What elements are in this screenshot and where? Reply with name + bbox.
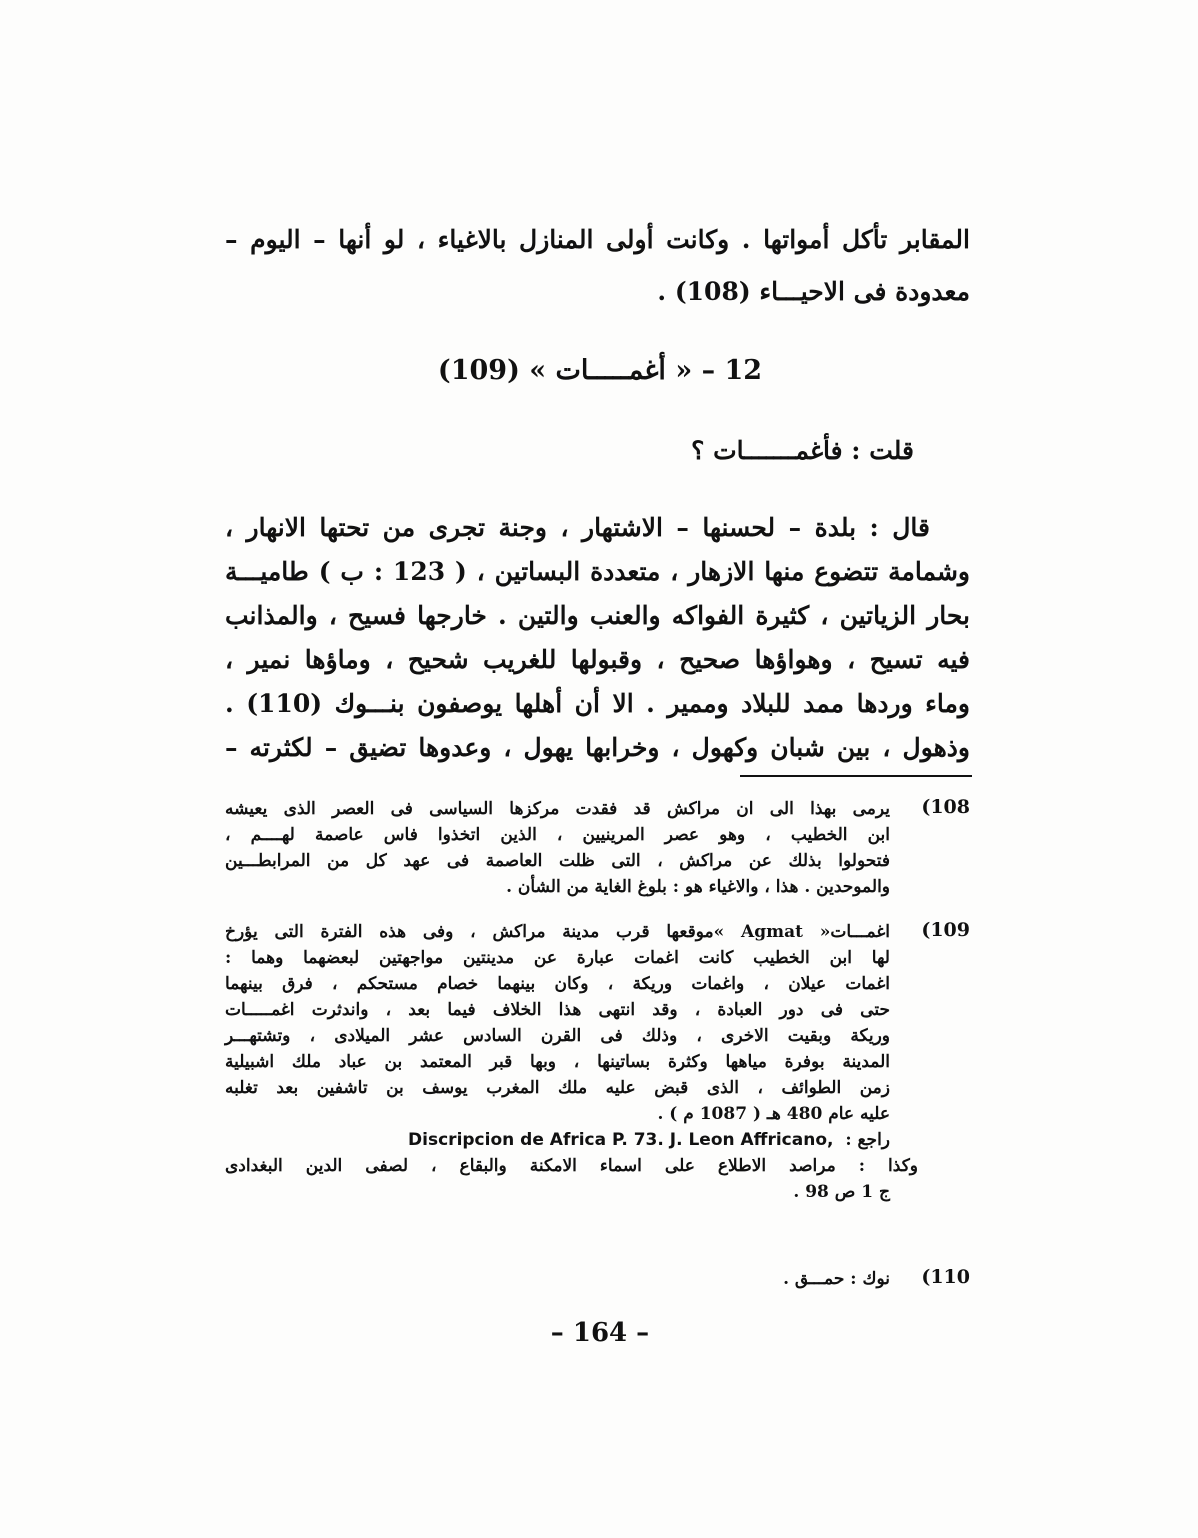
footnote-line: لها ابن الخطيب كانت اغمات عبارة عن مدينتين مواجهتين لبعضهما وهما : [225,948,890,968]
footnote-line: يرمى بهذا الى ان مراكش قد فقدت مركزها السياسى فى العصر الذى يعيشه [225,799,890,819]
text-line: قال : بلدة – لحسنها – الاشتهار ، وجنة تجرى من تحتها الانهار ، [225,513,930,542]
footnote-divider [740,775,972,777]
footnote-line: فتحولوا بذلك عن مراكش ، التى ظلت العاصمة فى عهد كل من المرابطـــين [225,851,890,871]
page-number: – 164 – [550,1318,650,1348]
footnote-line: عليه عام 480 هـ ( 1087 م ) . [657,1104,890,1124]
footnote-line: ابن الخطيب ، وهو عصر المرينيين ، الذين اتخذوا فاس عاصمة لهــــم ، [225,825,890,845]
footnote-line: وكذا : مراصد الاطلاع على اسماء الامكنة والبقاع ، لصفى الدين البغدادى [225,1156,918,1176]
reference-label: راجع : [845,1130,890,1150]
text-line: معدودة فى الاحيـــاء (108) . [657,277,970,306]
footnote-line: ج 1 ص 98 . [793,1182,890,1202]
text-line: فيه تسيح ، وهواؤها صحيح ، وقبولها للغريب شحيح ، وماؤها نمير ، [225,645,970,674]
footnote-line: حتى فى دور العبادة ، وقد انتهى هذا الخلاف فيما بعد ، واندثرت اغمـــــات [225,1000,890,1020]
question-line: قلت : فأغمـــــــات ؟ [691,436,914,465]
footnote-number: 110) [921,1266,970,1288]
footnote-number: 109) [921,919,970,941]
footnote-reference [225,1127,890,1153]
top-paragraph [225,214,970,318]
main-paragraph [225,506,970,770]
footnote-line: المدينة بوفرة مياهها وكثرة بساتينها ، وبها قبر المعتمد بن عباد ملك اشبيلية [225,1052,890,1072]
footnote-number: 108) [921,796,970,818]
footnote-109 [225,919,970,1205]
footnote-line: اغمـــات« Agmat »موقعها قرب مدينة مراكش ، وفى هذه الفترة التى يؤرخ [225,922,890,942]
footnote-110 [225,1266,970,1292]
text-line: وذهول ، بين شبان وكهول ، وخرابها يهول ، وعدوها تضيق – لكثرته – [225,733,970,762]
footnote-line: وريكة وبقيت الاخرى ، وذلك فى القرن السادس عشر الميلادى ، وتشتهـــر [225,1026,890,1046]
footnote-line: نوك : حمـــق . [783,1269,890,1289]
reference-latin: Discripcion de Africa P. 73. J. Leon Affricano, [408,1130,834,1150]
section-heading: 12 – « أغمـــــات » (109) [437,355,763,386]
footnote-line: اغمات عيلان ، واغمات وريكة ، وكان بينهما خصام مستحكم ، فرق بينهما [225,974,890,994]
text-line: وماء وردها ممد للبلاد وممير . الا أن أهلها يوصفون بنـــوك (110) . [225,689,970,718]
text-line: المقابر تأكل أمواتها . وكانت أولى المنازل بالاغياء ، لو أنها – اليوم – [225,225,970,254]
footnote-108 [225,796,970,900]
text-line: بحار الزياتين ، كثيرة الفواكه والعنب والتين . خارجها فسيح ، والمذانب [225,601,970,630]
footnote-line: والموحدين . هذا ، والاغياء هو : بلوغ الغاية من الشأن . [506,877,890,897]
footnote-line: زمن الطوائف ، الذى قبض عليه ملك المغرب يوسف بن تاشفين بعد تغلبه [225,1078,890,1098]
text-line: وشمامة تتضوع منها الازهار ، متعددة البساتين ، ( 123 : ب ) طاميـــة [225,557,970,586]
